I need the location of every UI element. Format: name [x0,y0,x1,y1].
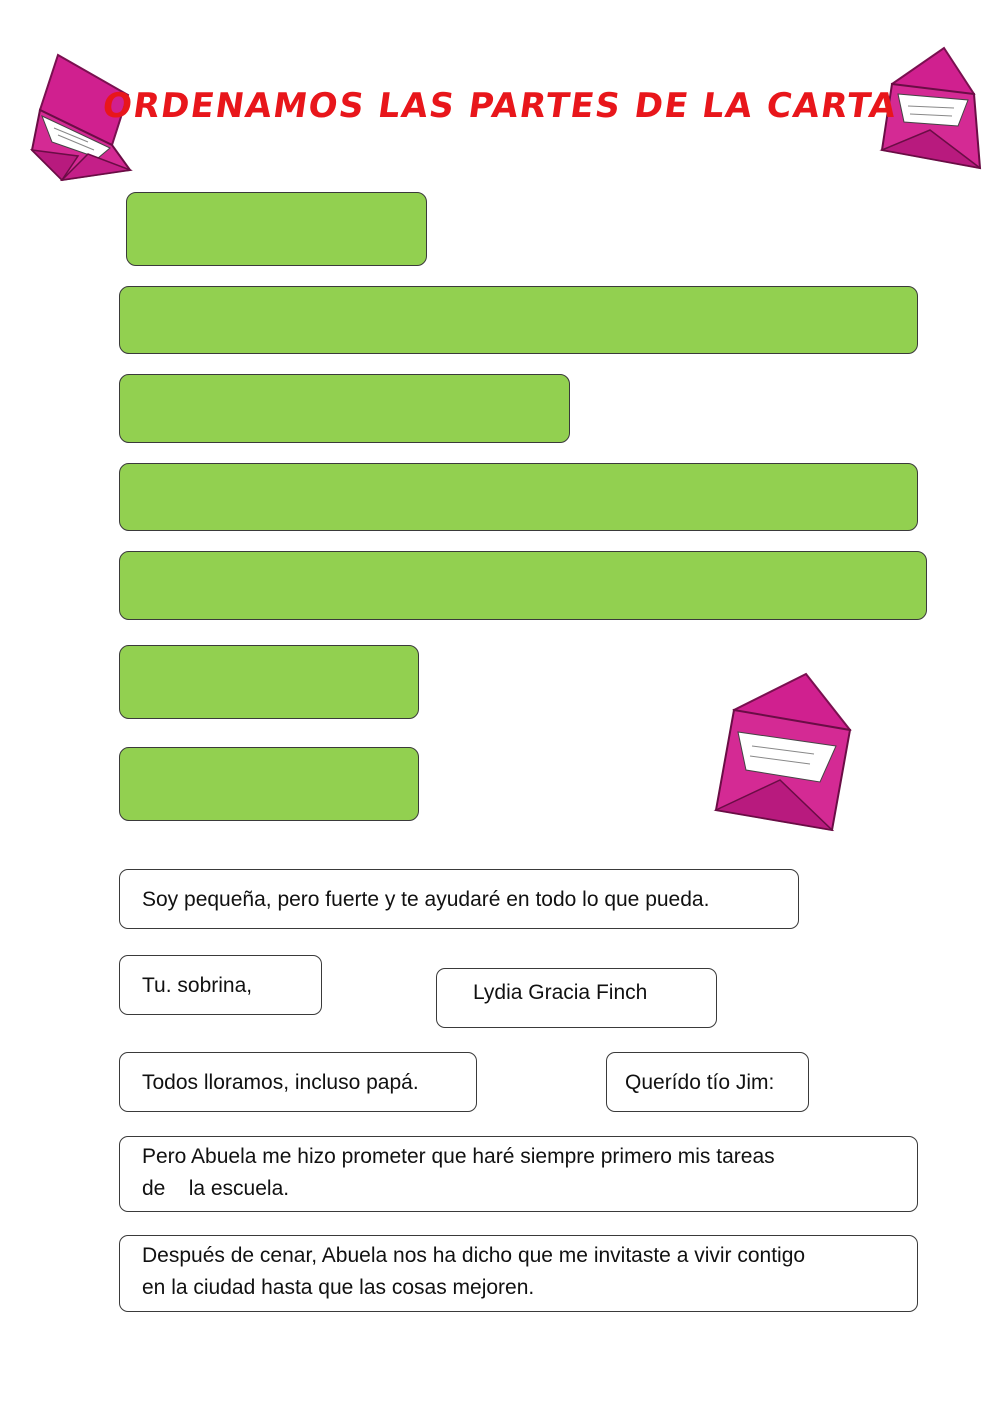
page-title: ORDENAMOS LAS PARTES DE LA CARTA [100,86,900,126]
drop-slot-4[interactable] [119,463,918,531]
card-text-line-2: en la ciudad hasta que las cosas mejoren. [142,1276,535,1299]
card-text-line-1: Después de cenar, Abuela nos ha dicho que me invitaste a vivir contigo [142,1244,806,1267]
drop-slot-6[interactable] [119,645,419,719]
drop-slot-5[interactable] [119,551,927,620]
drop-slot-2[interactable] [119,286,918,354]
card-text: Lydia Gracia Finch [473,981,648,1004]
card-text: Todos lloramos, incluso papá. [142,1071,419,1094]
draggable-card-cuerpo-2[interactable] [119,1136,918,1212]
drop-slot-1[interactable] [126,192,427,266]
drop-slot-3[interactable] [119,374,570,443]
draggable-card-firma[interactable] [436,968,717,1028]
draggable-card-saludo[interactable] [606,1052,809,1112]
draggable-card-despedida-cuerpo[interactable] [119,869,799,929]
envelope-icon [710,670,870,842]
draggable-card-cuerpo[interactable] [119,1052,477,1112]
card-text-line-1: Pero Abuela me hizo prometer que haré siempre primero mis tareas [142,1145,775,1168]
draggable-card-cuerpo-3[interactable] [119,1235,918,1312]
drop-slot-7[interactable] [119,747,419,821]
card-text-line-2: de la escuela. [142,1177,290,1200]
draggable-card-despedida[interactable] [119,955,322,1015]
card-text: Tu. sobrina, [142,974,253,997]
card-text: Soy pequeña, pero fuerte y te ayudaré en todo lo que pueda. [142,888,710,911]
card-text: Querído tío Jim: [625,1071,775,1094]
